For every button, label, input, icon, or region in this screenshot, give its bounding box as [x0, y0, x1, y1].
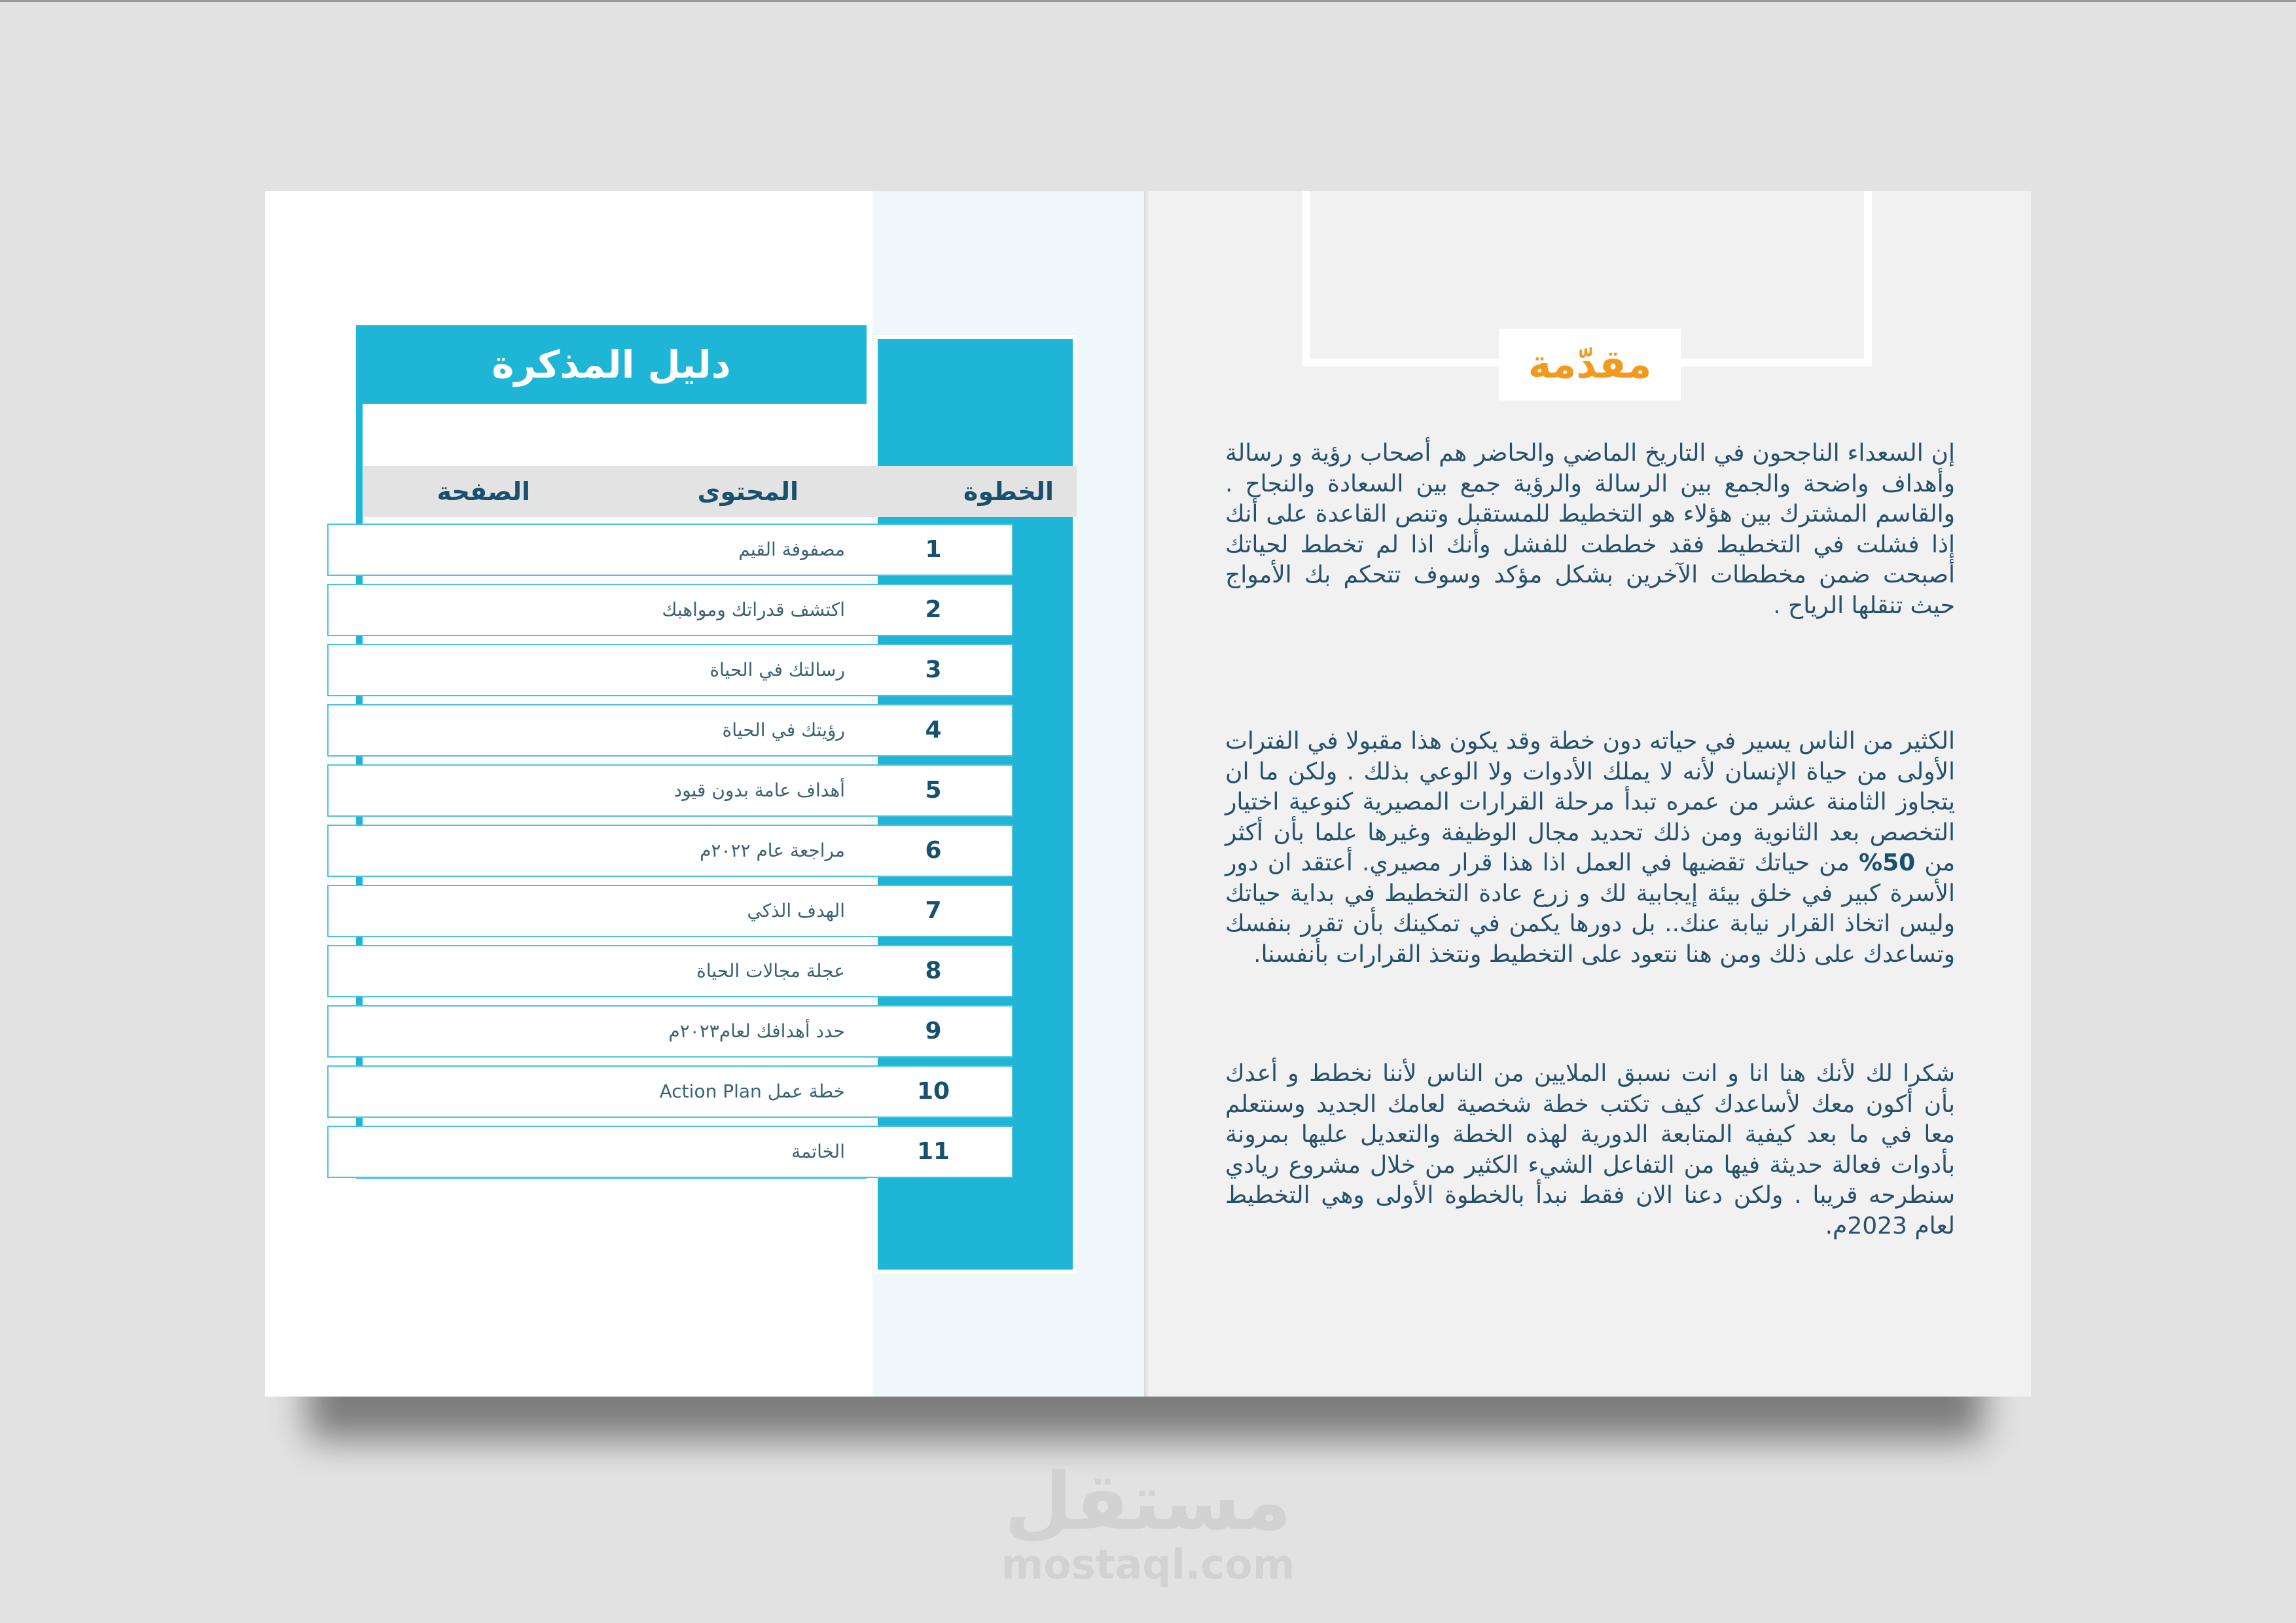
toc-row	[327, 1065, 1013, 1118]
toc-item-label: الخاتمة	[791, 1141, 845, 1162]
toc-row	[327, 945, 1013, 997]
top-edge-line	[0, 0, 2296, 2]
toc-step-number: 9	[925, 1018, 942, 1044]
toc-header-content: المحتوى	[697, 477, 798, 506]
toc-row	[327, 764, 1013, 817]
toc-row	[327, 644, 1013, 696]
left-page	[265, 191, 1147, 1397]
toc-item-label: مصفوفة القيم	[738, 539, 845, 560]
toc-step-number: 3	[925, 656, 942, 683]
toc-step-number: 11	[917, 1138, 950, 1165]
intro-paragraph-2-part-2: من حياتك تقضيها في العمل اذا هذا قرار مصيري. أعتقد ان دور الأسرة كبير في خلق بيئة إيجابية لك و زرع عادة التخطيط في بداية حياتك وليس اتخاذ القرار نيابة عنك.. بل دورها يكمن في تمكينك بأن تقرر بنفسك وتساعدك على ذلك ومن هنا نتعود على التخطيط ونتخذ القرارات بأنفسنا.	[1225, 849, 1955, 968]
toc-item-label: مراجعة عام ٢٠٢٢م	[700, 840, 845, 861]
toc-header-step: الخطوة	[963, 477, 1054, 506]
toc-step-number: 8	[925, 957, 942, 984]
intro-title: مقدّمة	[1528, 342, 1652, 387]
toc-title: دليل المذكرة	[492, 342, 731, 387]
toc-header-page: الصفحة	[437, 477, 530, 506]
toc-header-row	[363, 466, 1077, 517]
intro-paragraph-1: إن السعداء الناجحون في التاريخ الماضي والحاضر هم أصحاب رؤية و رسالة وأهداف واضحة والجمع بين الرسالة والرؤية جمع بين السعادة والنجاح . والقاسم المشترك بين هؤلاء هو التخطيط للمستقبل وتنص القاعدة على أنك إذا فشلت في التخطيط فقد خططت للفشل وأنك اذا لم تخطط لحياتك أصبحت ضمن مخططات الآخرين بشكل مؤكد وسوف تتحكم بك الأمواج حيث تنقلها الرياح .	[1225, 440, 1955, 619]
toc-row	[327, 1126, 1013, 1178]
toc-item-label: رسالتك في الحياة	[709, 659, 845, 681]
toc-row	[327, 1005, 1013, 1058]
toc-item-label: خطة عمل Action Plan	[659, 1080, 845, 1102]
toc-item-label: الهدف الذكي	[747, 900, 845, 921]
toc-item-label: رؤيتك في الحياة	[722, 719, 845, 741]
intro-paragraph-2	[1225, 726, 1955, 970]
toc-step-number: 1	[925, 536, 942, 563]
toc-step-number: 10	[917, 1078, 950, 1105]
toc-item-label: اكتشف قدراتك ومواهبك	[662, 599, 845, 620]
intro-highlight-percent: 50%	[1859, 849, 1916, 876]
toc-row	[327, 825, 1013, 877]
toc-item-label: أهداف عامة بدون قيود	[673, 779, 845, 801]
mostaql-watermark-logo: مستقل	[1004, 1456, 1292, 1548]
toc-row	[327, 704, 1013, 757]
book-spine	[1144, 191, 1151, 1397]
intro-paragraph-3: شكرا لك لأنك هنا انا و انت نسبق الملايين من الناس لأننا نخطط و أعدك بأن أكون معك لأساعدك كيف تكتب خطة شخصية لعامك الجديد وسنتعلم معا في ما بعد كيفية المتابعة الدورية لهذه الخطة والتعديل عليها بمرونة بأدوات فعالة حديثة فيها من التفاعل الشيء الكثير من خلال مشروع ريادي سنطرحه قريبا . ولكن دعنا الان فقط نبدأ بالخطوة الأولى وهي التخطيط لعام 2023م.	[1225, 1060, 1955, 1240]
toc-item-label: عجلة مجالات الحياة	[696, 960, 845, 982]
toc-row	[327, 524, 1013, 576]
toc-step-number: 4	[925, 717, 942, 743]
toc-step-number: 7	[925, 897, 942, 924]
toc-row	[327, 584, 1013, 636]
toc-row	[327, 885, 1013, 937]
intro-paragraph-2-part-1: الكثير من الناس يسير في حياته دون خطة وقد يكون هذا مقبولا في الفترات الأولى من حياة الإنسان لأنه لا يملك الأدوات ولا الوعي بذلك . ولكن ما ان يتجاوز الثامنة عشر من عمره تبدأ مرحلة القرارات المصيرية كنوعية اختيار التخصص بعد الثانوية ومن ذلك تحديد مجال الوظيفة وغيرها علما بأن أكثر من	[1225, 728, 1955, 876]
toc-step-number: 2	[925, 596, 942, 623]
mostaql-watermark-url: mostaql.com	[1001, 1540, 1295, 1588]
toc-step-number: 6	[925, 837, 942, 864]
toc-step-number: 5	[925, 777, 942, 804]
toc-item-label: حدد أهدافك لعام٢٠٢٣م	[668, 1020, 845, 1042]
